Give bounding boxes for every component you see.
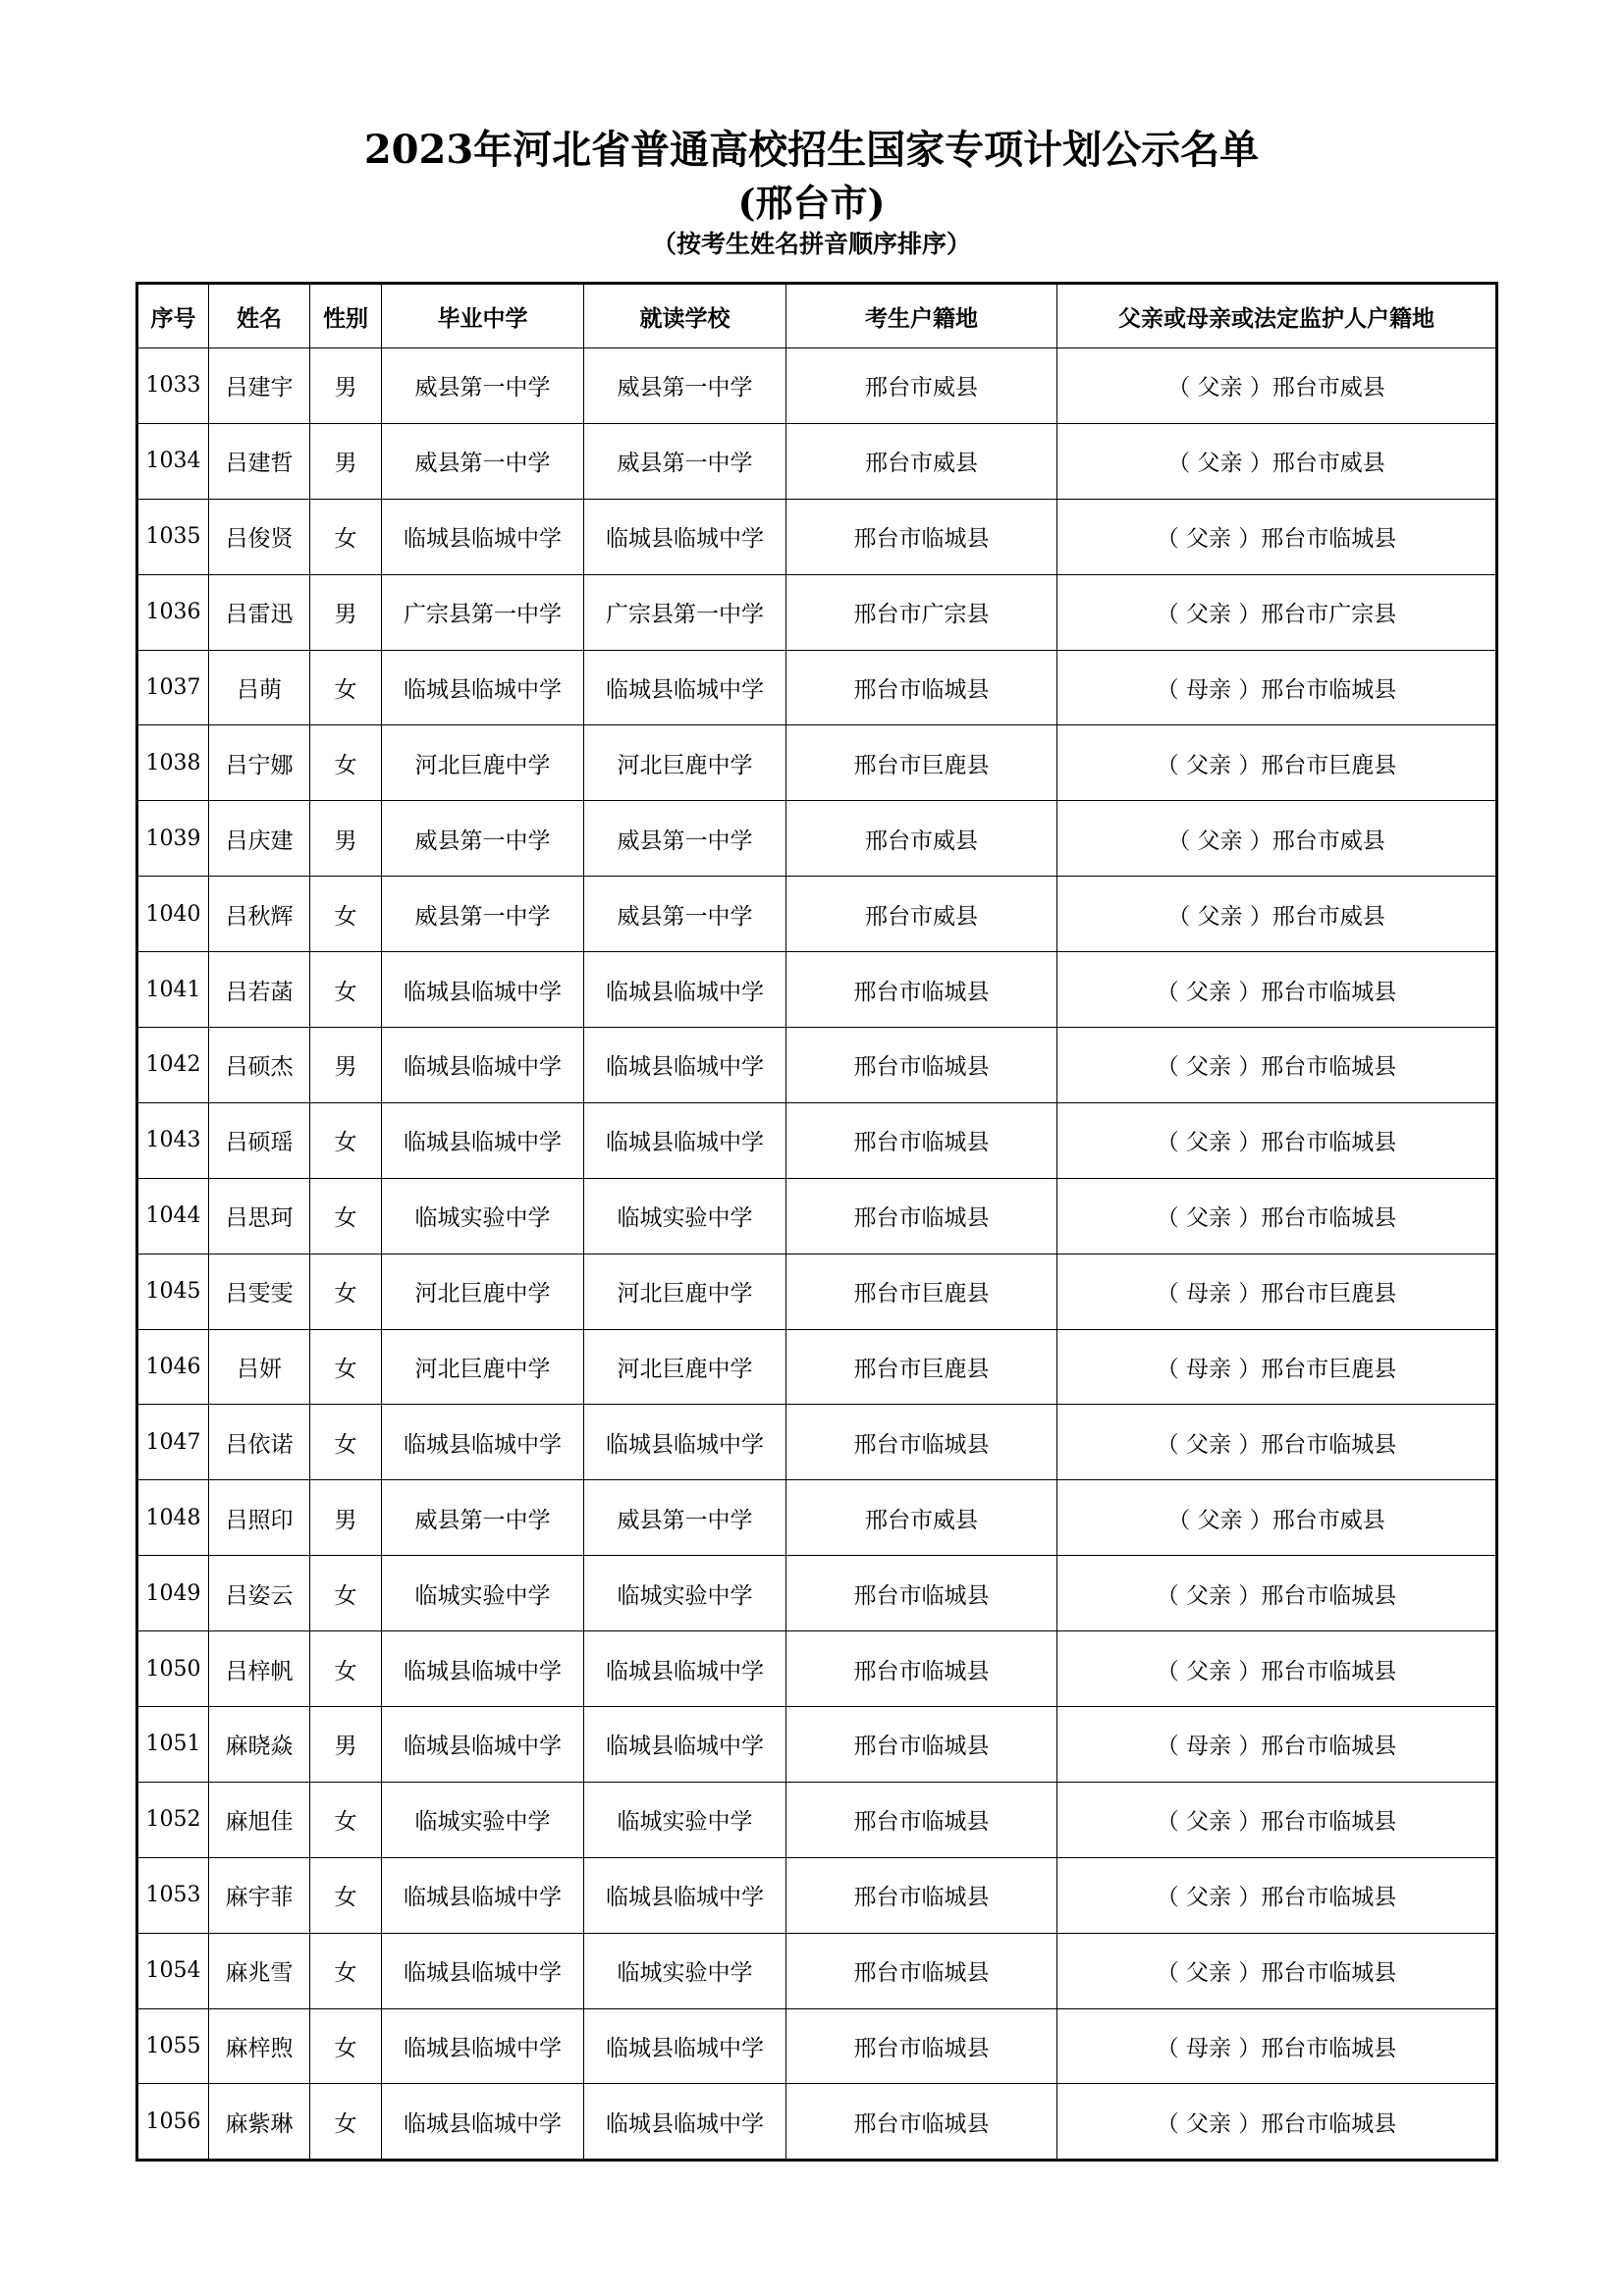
cell-gender: 女 xyxy=(310,1782,382,1857)
cell-graduated-school: 威县第一中学 xyxy=(382,348,584,424)
cell-student-residence: 邢台市临城县 xyxy=(786,1782,1057,1857)
cell-graduated-school: 临城县临城中学 xyxy=(382,1631,584,1707)
cell-student-residence: 邢台市临城县 xyxy=(786,1631,1057,1707)
document-title: 2023年河北省普通高校招生国家专项计划公示名单 xyxy=(363,127,1260,173)
cell-index: 1039 xyxy=(137,801,209,877)
cell-gender: 女 xyxy=(310,877,382,952)
cell-gender: 女 xyxy=(310,725,382,801)
cell-student-residence: 邢台市临城县 xyxy=(786,952,1057,1028)
cell-guardian-residence: （ 父亲 ）邢台市威县 xyxy=(1057,1480,1497,1556)
table-row xyxy=(137,499,1497,574)
cell-guardian-residence: （ 父亲 ）邢台市威县 xyxy=(1057,348,1497,424)
cell-guardian-residence: （ 母亲 ）邢台市临城县 xyxy=(1057,650,1497,725)
cell-student-residence: 邢台市临城县 xyxy=(786,1933,1057,2008)
cell-gender: 男 xyxy=(310,423,382,499)
cell-current-school: 河北巨鹿中学 xyxy=(584,1254,786,1329)
cell-student-residence: 邢台市临城县 xyxy=(786,1405,1057,1480)
cell-name: 吕萌 xyxy=(209,650,310,725)
cell-gender: 男 xyxy=(310,801,382,877)
cell-guardian-residence: （ 父亲 ）邢台市临城县 xyxy=(1057,1631,1497,1707)
cell-student-residence: 邢台市威县 xyxy=(786,348,1057,424)
cell-guardian-residence: （ 父亲 ）邢台市临城县 xyxy=(1057,2084,1497,2161)
cell-student-residence: 邢台市临城县 xyxy=(786,1178,1057,1254)
cell-gender: 男 xyxy=(310,1028,382,1103)
cell-name: 吕若菡 xyxy=(209,952,310,1028)
cell-current-school: 临城实验中学 xyxy=(584,1556,786,1631)
cell-current-school: 威县第一中学 xyxy=(584,1480,786,1556)
cell-index: 1054 xyxy=(137,1933,209,2008)
table-row xyxy=(137,2008,1497,2084)
cell-student-residence: 邢台市威县 xyxy=(786,801,1057,877)
cell-graduated-school: 临城县临城中学 xyxy=(382,499,584,574)
cell-graduated-school: 临城县临城中学 xyxy=(382,952,584,1028)
cell-gender: 女 xyxy=(310,1556,382,1631)
cell-graduated-school: 临城县临城中学 xyxy=(382,1028,584,1103)
cell-name: 麻晓焱 xyxy=(209,1707,310,1783)
cell-name: 吕雯雯 xyxy=(209,1254,310,1329)
document-subtitle: (邢台市) xyxy=(737,181,886,225)
cell-student-residence: 邢台市威县 xyxy=(786,877,1057,952)
table-row xyxy=(137,1028,1497,1103)
cell-index: 1050 xyxy=(137,1631,209,1707)
cell-index: 1037 xyxy=(137,650,209,725)
cell-student-residence: 邢台市临城县 xyxy=(786,1707,1057,1783)
table-row xyxy=(137,952,1497,1028)
cell-name: 吕硕瑶 xyxy=(209,1102,310,1178)
cell-index: 1040 xyxy=(137,877,209,952)
cell-guardian-residence: （ 父亲 ）邢台市临城县 xyxy=(1057,1933,1497,2008)
table-row xyxy=(137,801,1497,877)
cell-index: 1044 xyxy=(137,1178,209,1254)
cell-gender: 女 xyxy=(310,2008,382,2084)
table-row xyxy=(137,725,1497,801)
cell-guardian-residence: （ 父亲 ）邢台市临城县 xyxy=(1057,1102,1497,1178)
header-guardian-residence: 父亲或母亲或法定监护人户籍地 xyxy=(1057,284,1497,348)
cell-graduated-school: 临城县临城中学 xyxy=(382,650,584,725)
cell-graduated-school: 威县第一中学 xyxy=(382,1480,584,1556)
cell-gender: 女 xyxy=(310,1857,382,1933)
table-row xyxy=(137,1480,1497,1556)
cell-index: 1052 xyxy=(137,1782,209,1857)
cell-current-school: 临城县临城中学 xyxy=(584,650,786,725)
cell-guardian-residence: （ 父亲 ）邢台市临城县 xyxy=(1057,1405,1497,1480)
cell-index: 1047 xyxy=(137,1405,209,1480)
cell-gender: 女 xyxy=(310,1631,382,1707)
cell-student-residence: 邢台市临城县 xyxy=(786,1556,1057,1631)
table-row xyxy=(137,574,1497,650)
cell-graduated-school: 广宗县第一中学 xyxy=(382,574,584,650)
cell-current-school: 临城实验中学 xyxy=(584,1782,786,1857)
cell-index: 1034 xyxy=(137,423,209,499)
cell-index: 1042 xyxy=(137,1028,209,1103)
cell-index: 1046 xyxy=(137,1329,209,1405)
cell-gender: 女 xyxy=(310,952,382,1028)
cell-student-residence: 邢台市广宗县 xyxy=(786,574,1057,650)
cell-graduated-school: 临城县临城中学 xyxy=(382,2008,584,2084)
header-student-residence: 考生户籍地 xyxy=(786,284,1057,348)
cell-index: 1033 xyxy=(137,348,209,424)
cell-gender: 女 xyxy=(310,1102,382,1178)
cell-gender: 女 xyxy=(310,499,382,574)
cell-index: 1053 xyxy=(137,1857,209,1933)
cell-index: 1035 xyxy=(137,499,209,574)
cell-index: 1048 xyxy=(137,1480,209,1556)
header-current-school: 就读学校 xyxy=(584,284,786,348)
cell-gender: 男 xyxy=(310,1480,382,1556)
cell-graduated-school: 威县第一中学 xyxy=(382,801,584,877)
cell-guardian-residence: （ 母亲 ）邢台市巨鹿县 xyxy=(1057,1329,1497,1405)
cell-current-school: 广宗县第一中学 xyxy=(584,574,786,650)
roster-table xyxy=(135,282,1498,2162)
cell-current-school: 临城实验中学 xyxy=(584,1178,786,1254)
cell-name: 吕思珂 xyxy=(209,1178,310,1254)
table-row xyxy=(137,1329,1497,1405)
cell-guardian-residence: （ 父亲 ）邢台市临城县 xyxy=(1057,1178,1497,1254)
cell-guardian-residence: （ 父亲 ）邢台市临城县 xyxy=(1057,1556,1497,1631)
cell-graduated-school: 临城县临城中学 xyxy=(382,1933,584,2008)
cell-name: 麻紫琳 xyxy=(209,2084,310,2161)
cell-name: 吕建哲 xyxy=(209,423,310,499)
cell-graduated-school: 临城实验中学 xyxy=(382,1556,584,1631)
table-row xyxy=(137,423,1497,499)
cell-index: 1041 xyxy=(137,952,209,1028)
table-header-row xyxy=(137,284,1497,348)
cell-index: 1055 xyxy=(137,2008,209,2084)
cell-graduated-school: 河北巨鹿中学 xyxy=(382,1329,584,1405)
cell-student-residence: 邢台市临城县 xyxy=(786,1102,1057,1178)
cell-student-residence: 邢台市威县 xyxy=(786,423,1057,499)
cell-current-school: 临城县临城中学 xyxy=(584,1028,786,1103)
cell-name: 吕姿云 xyxy=(209,1556,310,1631)
cell-student-residence: 邢台市临城县 xyxy=(786,1857,1057,1933)
cell-graduated-school: 威县第一中学 xyxy=(382,877,584,952)
table-row xyxy=(137,2084,1497,2161)
cell-current-school: 河北巨鹿中学 xyxy=(584,1329,786,1405)
cell-name: 吕硕杰 xyxy=(209,1028,310,1103)
cell-graduated-school: 河北巨鹿中学 xyxy=(382,1254,584,1329)
table-row xyxy=(137,877,1497,952)
cell-graduated-school: 临城实验中学 xyxy=(382,1782,584,1857)
cell-graduated-school: 临城县临城中学 xyxy=(382,1102,584,1178)
cell-guardian-residence: （ 母亲 ）邢台市临城县 xyxy=(1057,1707,1497,1783)
cell-name: 吕俊贤 xyxy=(209,499,310,574)
cell-name: 吕秋辉 xyxy=(209,877,310,952)
cell-guardian-residence: （ 母亲 ）邢台市巨鹿县 xyxy=(1057,1254,1497,1329)
cell-name: 吕建宇 xyxy=(209,348,310,424)
table-body xyxy=(137,348,1497,2161)
cell-graduated-school: 临城县临城中学 xyxy=(382,1857,584,1933)
cell-name: 吕庆建 xyxy=(209,801,310,877)
cell-name: 麻旭佳 xyxy=(209,1782,310,1857)
cell-name: 吕雷迅 xyxy=(209,574,310,650)
cell-name: 麻兆雪 xyxy=(209,1933,310,2008)
cell-gender: 男 xyxy=(310,574,382,650)
cell-current-school: 临城实验中学 xyxy=(584,1933,786,2008)
cell-current-school: 威县第一中学 xyxy=(584,801,786,877)
cell-index: 1056 xyxy=(137,2084,209,2161)
cell-guardian-residence: （ 父亲 ）邢台市临城县 xyxy=(1057,1028,1497,1103)
cell-graduated-school: 临城县临城中学 xyxy=(382,1405,584,1480)
cell-student-residence: 邢台市巨鹿县 xyxy=(786,1254,1057,1329)
cell-guardian-residence: （ 父亲 ）邢台市巨鹿县 xyxy=(1057,725,1497,801)
table-row xyxy=(137,348,1497,424)
cell-graduated-school: 临城县临城中学 xyxy=(382,1707,584,1783)
cell-current-school: 临城县临城中学 xyxy=(584,1857,786,1933)
cell-index: 1038 xyxy=(137,725,209,801)
cell-name: 麻梓煦 xyxy=(209,2008,310,2084)
cell-index: 1049 xyxy=(137,1556,209,1631)
cell-guardian-residence: （ 父亲 ）邢台市威县 xyxy=(1057,877,1497,952)
cell-student-residence: 邢台市临城县 xyxy=(786,499,1057,574)
cell-gender: 女 xyxy=(310,650,382,725)
header-gender: 性别 xyxy=(310,284,382,348)
cell-gender: 女 xyxy=(310,2084,382,2161)
cell-name: 吕照印 xyxy=(209,1480,310,1556)
table-row xyxy=(137,1631,1497,1707)
cell-gender: 女 xyxy=(310,1178,382,1254)
cell-index: 1051 xyxy=(137,1707,209,1783)
cell-student-residence: 邢台市临城县 xyxy=(786,1028,1057,1103)
cell-current-school: 临城县临城中学 xyxy=(584,1631,786,1707)
cell-current-school: 临城县临城中学 xyxy=(584,1405,786,1480)
cell-current-school: 威县第一中学 xyxy=(584,877,786,952)
table-row xyxy=(137,1178,1497,1254)
cell-name: 麻宇菲 xyxy=(209,1857,310,1933)
cell-gender: 女 xyxy=(310,1254,382,1329)
cell-student-residence: 邢台市巨鹿县 xyxy=(786,1329,1057,1405)
cell-guardian-residence: （ 父亲 ）邢台市临城县 xyxy=(1057,952,1497,1028)
cell-guardian-residence: （ 父亲 ）邢台市威县 xyxy=(1057,423,1497,499)
table-row xyxy=(137,1254,1497,1329)
table-row xyxy=(137,1857,1497,1933)
cell-current-school: 临城县临城中学 xyxy=(584,2008,786,2084)
cell-guardian-residence: （ 父亲 ）邢台市临城县 xyxy=(1057,499,1497,574)
cell-current-school: 临城县临城中学 xyxy=(584,952,786,1028)
cell-student-residence: 邢台市巨鹿县 xyxy=(786,725,1057,801)
table-row xyxy=(137,1102,1497,1178)
cell-gender: 女 xyxy=(310,1933,382,2008)
cell-current-school: 临城县临城中学 xyxy=(584,1102,786,1178)
cell-guardian-residence: （ 父亲 ）邢台市临城县 xyxy=(1057,1857,1497,1933)
cell-student-residence: 邢台市威县 xyxy=(786,1480,1057,1556)
cell-index: 1043 xyxy=(137,1102,209,1178)
cell-current-school: 威县第一中学 xyxy=(584,348,786,424)
cell-student-residence: 邢台市临城县 xyxy=(786,650,1057,725)
cell-current-school: 临城县临城中学 xyxy=(584,499,786,574)
cell-current-school: 临城县临城中学 xyxy=(584,2084,786,2161)
table-row xyxy=(137,1405,1497,1480)
cell-student-residence: 邢台市临城县 xyxy=(786,2008,1057,2084)
cell-gender: 女 xyxy=(310,1405,382,1480)
cell-gender: 女 xyxy=(310,1329,382,1405)
cell-name: 吕梓帆 xyxy=(209,1631,310,1707)
cell-guardian-residence: （ 父亲 ）邢台市临城县 xyxy=(1057,1782,1497,1857)
cell-index: 1036 xyxy=(137,574,209,650)
table-row xyxy=(137,1933,1497,2008)
cell-gender: 男 xyxy=(310,348,382,424)
cell-gender: 男 xyxy=(310,1707,382,1783)
header-graduated-school: 毕业中学 xyxy=(382,284,584,348)
cell-current-school: 威县第一中学 xyxy=(584,423,786,499)
header-index: 序号 xyxy=(137,284,209,348)
table-row xyxy=(137,1707,1497,1783)
cell-name: 吕宁娜 xyxy=(209,725,310,801)
table-row xyxy=(137,1556,1497,1631)
cell-index: 1045 xyxy=(137,1254,209,1329)
table-row xyxy=(137,1782,1497,1857)
cell-graduated-school: 河北巨鹿中学 xyxy=(382,725,584,801)
cell-current-school: 河北巨鹿中学 xyxy=(584,725,786,801)
table-row xyxy=(137,650,1497,725)
cell-name: 吕妍 xyxy=(209,1329,310,1405)
cell-guardian-residence: （ 母亲 ）邢台市临城县 xyxy=(1057,2008,1497,2084)
cell-name: 吕依诺 xyxy=(209,1405,310,1480)
cell-current-school: 临城县临城中学 xyxy=(584,1707,786,1783)
cell-student-residence: 邢台市临城县 xyxy=(786,2084,1057,2161)
cell-guardian-residence: （ 父亲 ）邢台市威县 xyxy=(1057,801,1497,877)
cell-graduated-school: 临城县临城中学 xyxy=(382,2084,584,2161)
header-name: 姓名 xyxy=(209,284,310,348)
cell-graduated-school: 临城实验中学 xyxy=(382,1178,584,1254)
sort-note: （按考生姓名拼音顺序排序） xyxy=(651,230,971,258)
cell-graduated-school: 威县第一中学 xyxy=(382,423,584,499)
cell-guardian-residence: （ 父亲 ）邢台市广宗县 xyxy=(1057,574,1497,650)
